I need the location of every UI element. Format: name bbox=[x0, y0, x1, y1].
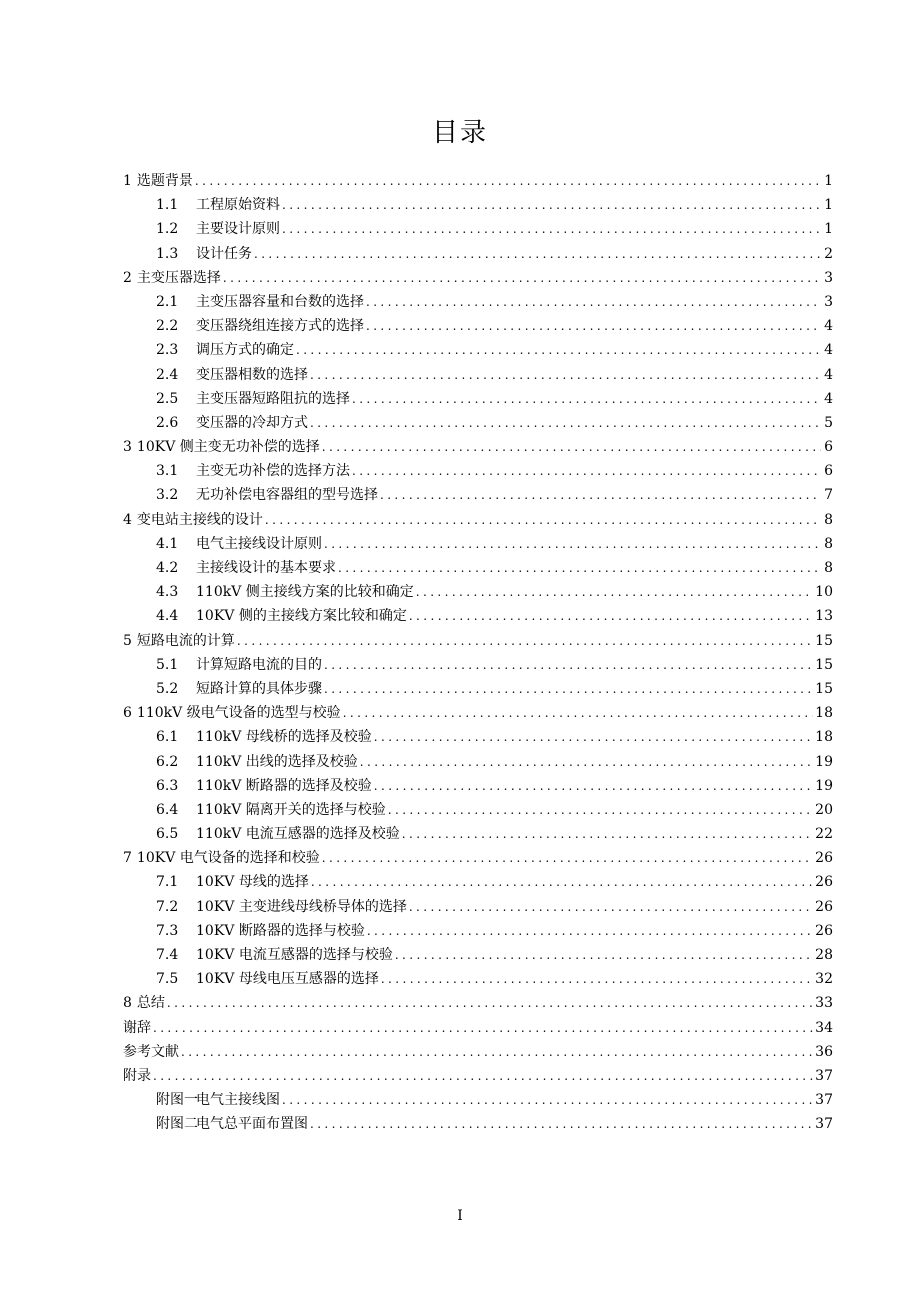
toc-leader-dots bbox=[338, 561, 821, 575]
toc-entry-label bbox=[156, 315, 364, 335]
toc-entry-page: 1 bbox=[824, 197, 833, 214]
toc-entry-label bbox=[156, 944, 393, 964]
toc-entry-label bbox=[156, 920, 365, 940]
table-of-contents bbox=[123, 170, 833, 1138]
toc-leader-dots bbox=[388, 803, 813, 817]
toc-entry[interactable] bbox=[123, 388, 833, 412]
toc-entry[interactable] bbox=[123, 436, 833, 460]
toc-leader-dots bbox=[310, 1117, 813, 1131]
toc-leader-dots bbox=[381, 972, 813, 986]
toc-entry-label bbox=[156, 218, 280, 238]
toc-entry-text: 无功补偿电容器组的型号选择 bbox=[196, 487, 378, 504]
toc-leader-dots bbox=[322, 851, 813, 865]
toc-entry-label bbox=[156, 412, 308, 432]
toc-entry-text: 10KV 主变进线母线桥导体的选择 bbox=[196, 898, 407, 915]
toc-entry-text: 10KV 侧的主接线方案比较和确定 bbox=[196, 608, 407, 625]
toc-entry-label bbox=[156, 557, 336, 577]
toc-leader-dots bbox=[223, 271, 821, 285]
toc-entry-label bbox=[156, 194, 280, 214]
toc-entry-number: 2 bbox=[123, 269, 132, 286]
toc-leader-dots bbox=[195, 174, 821, 188]
toc-entry-label bbox=[156, 678, 322, 698]
toc-entry-page: 26 bbox=[815, 898, 833, 915]
toc-entry-text: 10KV 断路器的选择与校验 bbox=[196, 922, 365, 939]
toc-entry-text: 10KV 电流互感器的选择与校验 bbox=[196, 947, 393, 963]
toc-leader-dots bbox=[367, 924, 813, 938]
toc-entry[interactable] bbox=[123, 533, 833, 557]
toc-entry-page: 4 bbox=[824, 318, 833, 335]
toc-entry-page: 34 bbox=[815, 1019, 833, 1036]
toc-entry-label bbox=[156, 726, 372, 746]
toc-leader-dots bbox=[366, 319, 821, 333]
toc-entry[interactable] bbox=[123, 920, 833, 944]
toc-entry[interactable] bbox=[123, 799, 833, 823]
toc-leader-dots bbox=[352, 392, 821, 406]
toc-entry-page: 18 bbox=[815, 705, 833, 722]
toc-entry[interactable] bbox=[123, 170, 833, 194]
toc-entry-label bbox=[156, 339, 294, 359]
toc-entry-number: 3 bbox=[123, 439, 132, 456]
toc-entry[interactable] bbox=[123, 944, 833, 968]
toc-entry-label bbox=[156, 291, 364, 311]
toc-leader-dots bbox=[324, 682, 813, 696]
toc-entry-label bbox=[123, 170, 193, 190]
toc-leader-dots bbox=[310, 416, 821, 430]
toc-entry-label bbox=[123, 436, 320, 456]
toc-leader-dots bbox=[265, 513, 821, 527]
toc-entry-page: 4 bbox=[824, 366, 833, 383]
toc-entry[interactable] bbox=[123, 726, 833, 750]
toc-entry-label bbox=[156, 364, 308, 384]
toc-entry-label bbox=[156, 871, 309, 891]
toc-entry-label bbox=[156, 775, 372, 795]
toc-entry-text: 110kV 断路器的选择及校验 bbox=[196, 777, 372, 794]
toc-entry-text: 110kV 母线桥的选择及校验 bbox=[196, 729, 372, 746]
toc-entry-number: 8 bbox=[123, 995, 132, 1012]
toc-entry-text: 工程原始资料 bbox=[196, 197, 280, 214]
toc-entry-text: 选题背景 bbox=[136, 173, 193, 189]
toc-entry-text: 主变压器选择 bbox=[136, 269, 221, 286]
toc-leader-dots bbox=[395, 948, 813, 962]
toc-entry-label bbox=[156, 896, 407, 916]
toc-entry[interactable] bbox=[123, 896, 833, 920]
toc-entry-text: 主变无功补偿的选择方法 bbox=[196, 463, 350, 480]
toc-leader-dots bbox=[282, 1093, 813, 1107]
toc-entry-text: 主接线设计的基本要求 bbox=[196, 560, 336, 576]
toc-entry-number: 4.2 bbox=[156, 560, 179, 576]
toc-leader-dots bbox=[380, 488, 821, 502]
toc-entry-text: 变压器相数的选择 bbox=[196, 366, 308, 383]
toc-entry-number: 附图二 bbox=[156, 1116, 198, 1133]
toc-entry-page: 26 bbox=[815, 922, 833, 939]
toc-leader-dots bbox=[296, 343, 821, 357]
toc-entry-page: 28 bbox=[815, 947, 833, 963]
toc-leader-dots bbox=[352, 464, 821, 478]
toc-entry-label bbox=[123, 1041, 179, 1061]
toc-entry[interactable] bbox=[123, 654, 833, 678]
toc-entry-text: 参考文献 bbox=[123, 1043, 179, 1060]
toc-entry-label bbox=[156, 823, 400, 843]
toc-entry-text: 10KV 母线电压互感器的选择 bbox=[196, 971, 379, 988]
toc-entry-label bbox=[156, 460, 350, 480]
toc-leader-dots bbox=[153, 1021, 813, 1035]
toc-entry-page: 36 bbox=[815, 1043, 833, 1060]
toc-entry[interactable] bbox=[123, 412, 833, 436]
toc-leader-dots bbox=[322, 440, 821, 454]
toc-entry-page: 6 bbox=[824, 463, 833, 480]
toc-entry-page: 19 bbox=[815, 777, 833, 794]
toc-entry-text: 主变压器容量和台数的选择 bbox=[196, 293, 364, 310]
toc-entry-number: 5 bbox=[123, 632, 132, 649]
toc-entry-label bbox=[123, 267, 221, 287]
toc-entry-text: 变压器的冷却方式 bbox=[196, 414, 308, 431]
toc-entry-page: 6 bbox=[824, 439, 833, 456]
toc-entry-page: 37 bbox=[815, 1092, 833, 1109]
toc-entry-label bbox=[156, 243, 252, 263]
toc-entry-label bbox=[156, 605, 407, 625]
toc-entry-text: 变电站主接线的设计 bbox=[136, 511, 263, 528]
toc-entry-page: 7 bbox=[824, 487, 833, 504]
toc-entry[interactable] bbox=[123, 460, 833, 484]
toc-entry[interactable] bbox=[123, 847, 833, 871]
toc-entry-text: 变压器绕组连接方式的选择 bbox=[196, 318, 364, 335]
toc-entry-number: 附图一 bbox=[156, 1092, 198, 1109]
toc-entry-label bbox=[123, 702, 341, 722]
toc-entry[interactable] bbox=[123, 315, 833, 339]
toc-entry-number: 7.4 bbox=[156, 947, 179, 963]
toc-entry[interactable] bbox=[123, 1113, 833, 1137]
page-title: 目录 bbox=[431, 118, 488, 148]
toc-entry-number: 2.5 bbox=[156, 390, 179, 407]
toc-leader-dots bbox=[310, 368, 821, 382]
toc-entry-number: 7.1 bbox=[156, 874, 179, 891]
toc-entry[interactable] bbox=[123, 992, 833, 1016]
toc-entry-text: 电气总平面布置图 bbox=[196, 1116, 308, 1133]
toc-entry-number: 4 bbox=[123, 511, 132, 528]
toc-entry-page: 26 bbox=[815, 850, 833, 867]
toc-leader-dots bbox=[324, 537, 821, 551]
toc-entry-page: 1 bbox=[824, 221, 833, 238]
toc-entry-text: 10KV 母线的选择 bbox=[196, 874, 309, 891]
toc-entry-number: 1.3 bbox=[156, 245, 179, 262]
toc-leader-dots bbox=[360, 755, 813, 769]
toc-entry-number: 7.2 bbox=[156, 898, 179, 915]
toc-entry-text: 10KV 侧主变无功补偿的选择 bbox=[136, 439, 320, 456]
toc-leader-dots bbox=[282, 222, 821, 236]
toc-entry[interactable] bbox=[123, 484, 833, 508]
toc-entry-number: 6.2 bbox=[156, 753, 179, 770]
toc-entry-page: 5 bbox=[824, 414, 833, 431]
toc-entry-page: 33 bbox=[815, 995, 833, 1012]
toc-entry-label bbox=[123, 509, 263, 529]
toc-entry-text: 设计任务 bbox=[196, 245, 252, 262]
toc-entry-number: 3.2 bbox=[156, 487, 179, 504]
toc-leader-dots bbox=[374, 730, 813, 744]
toc-entry[interactable] bbox=[123, 702, 833, 726]
toc-entry[interactable] bbox=[123, 968, 833, 992]
toc-entry[interactable] bbox=[123, 509, 833, 533]
toc-entry-page: 18 bbox=[815, 729, 833, 746]
toc-entry-label bbox=[156, 654, 322, 674]
toc-entry[interactable] bbox=[123, 751, 833, 775]
toc-leader-dots bbox=[409, 900, 813, 914]
toc-leader-dots bbox=[181, 1045, 813, 1059]
toc-entry-number: 2.4 bbox=[156, 366, 179, 383]
toc-entry[interactable] bbox=[123, 581, 833, 605]
toc-entry-page: 15 bbox=[815, 656, 833, 673]
toc-entry-page: 3 bbox=[824, 269, 833, 286]
toc-entry-page: 15 bbox=[815, 680, 833, 697]
toc-entry-number: 2.3 bbox=[156, 342, 179, 359]
toc-leader-dots bbox=[324, 658, 813, 672]
toc-entry-label bbox=[156, 751, 358, 771]
toc-entry-number: 7.5 bbox=[156, 971, 179, 988]
toc-leader-dots bbox=[366, 295, 821, 309]
toc-entry[interactable] bbox=[123, 1065, 833, 1089]
toc-leader-dots bbox=[402, 827, 813, 841]
toc-entry[interactable] bbox=[123, 630, 833, 654]
toc-leader-dots bbox=[374, 779, 813, 793]
toc-entry-page: 2 bbox=[824, 245, 833, 262]
toc-entry[interactable] bbox=[123, 1089, 833, 1113]
toc-entry-text: 电气主接线图 bbox=[196, 1092, 280, 1109]
toc-entry-page: 20 bbox=[815, 801, 833, 818]
toc-entry-label bbox=[123, 992, 165, 1012]
toc-entry-text: 110kV 出线的选择及校验 bbox=[196, 753, 358, 770]
toc-entry[interactable] bbox=[123, 871, 833, 895]
toc-entry-number: 7 bbox=[123, 850, 132, 867]
toc-entry-number: 4.3 bbox=[156, 584, 179, 601]
toc-entry-number: 1 bbox=[123, 173, 132, 189]
toc-entry-number: 6.4 bbox=[156, 801, 179, 818]
toc-leader-dots bbox=[254, 247, 821, 261]
toc-entry[interactable] bbox=[123, 364, 833, 388]
toc-entry-number: 4.4 bbox=[156, 608, 179, 625]
toc-entry[interactable] bbox=[123, 267, 833, 291]
toc-entry-text: 短路电流的计算 bbox=[136, 632, 235, 649]
toc-entry-text: 110kV 级电气设备的选型与校验 bbox=[136, 705, 341, 722]
toc-entry[interactable] bbox=[123, 823, 833, 847]
toc-entry-label bbox=[156, 968, 379, 988]
toc-entry-number: 5.1 bbox=[156, 656, 179, 673]
toc-entry-label bbox=[156, 484, 378, 504]
toc-entry-label bbox=[156, 388, 350, 408]
toc-entry-page: 13 bbox=[815, 608, 833, 625]
toc-leader-dots bbox=[311, 875, 813, 889]
page-number: I bbox=[457, 1208, 463, 1224]
toc-entry-label bbox=[123, 1065, 151, 1085]
toc-entry[interactable] bbox=[123, 557, 833, 581]
toc-entry[interactable] bbox=[123, 775, 833, 799]
toc-entry-text: 总结 bbox=[136, 995, 165, 1012]
toc-entry-page: 32 bbox=[815, 971, 833, 988]
toc-entry-number: 5.2 bbox=[156, 680, 179, 697]
toc-entry-number: 7.3 bbox=[156, 922, 179, 939]
toc-entry-label bbox=[156, 581, 414, 601]
toc-entry-text: 附录 bbox=[123, 1067, 151, 1084]
toc-entry-label bbox=[156, 799, 386, 819]
toc-entry-number: 6 bbox=[123, 705, 132, 722]
toc-entry-page: 26 bbox=[815, 874, 833, 891]
toc-entry-text: 电气主接线设计原则 bbox=[196, 535, 322, 552]
toc-entry-number: 3.1 bbox=[156, 463, 179, 480]
toc-entry-number: 1.2 bbox=[156, 221, 179, 238]
toc-entry-number: 2.2 bbox=[156, 318, 179, 335]
toc-leader-dots bbox=[153, 1069, 813, 1083]
toc-entry-page: 1 bbox=[824, 173, 833, 189]
toc-entry[interactable] bbox=[123, 339, 833, 363]
toc-entry-page: 22 bbox=[815, 826, 833, 843]
toc-entry-number: 6.1 bbox=[156, 729, 179, 746]
toc-entry-page: 8 bbox=[824, 560, 833, 576]
toc-entry-page: 10 bbox=[815, 584, 833, 601]
toc-entry-number: 2.6 bbox=[156, 414, 179, 431]
toc-entry[interactable] bbox=[123, 194, 833, 218]
toc-entry[interactable] bbox=[123, 678, 833, 702]
toc-entry-label bbox=[123, 630, 235, 650]
toc-entry-text: 计算短路电流的目的 bbox=[196, 656, 322, 673]
toc-entry-text: 110kV 电流互感器的选择及校验 bbox=[196, 826, 400, 843]
toc-entry-label bbox=[156, 1089, 280, 1109]
toc-entry-number: 1.1 bbox=[156, 197, 179, 214]
toc-entry[interactable] bbox=[123, 218, 833, 242]
toc-entry-text: 主要设计原则 bbox=[196, 221, 280, 238]
toc-leader-dots bbox=[167, 996, 813, 1010]
toc-entry-text: 主变压器短路阻抗的选择 bbox=[196, 390, 350, 407]
toc-entry[interactable] bbox=[123, 291, 833, 315]
toc-leader-dots bbox=[343, 706, 813, 720]
toc-entry-label bbox=[123, 1017, 151, 1037]
toc-entry-text: 10KV 电气设备的选择和校验 bbox=[136, 850, 320, 867]
toc-entry-number: 4.1 bbox=[156, 535, 179, 552]
toc-entry[interactable] bbox=[123, 1041, 833, 1065]
toc-leader-dots bbox=[237, 634, 813, 648]
toc-entry[interactable] bbox=[123, 605, 833, 629]
toc-entry-page: 15 bbox=[815, 632, 833, 649]
toc-entry-page: 3 bbox=[824, 293, 833, 310]
toc-entry-page: 4 bbox=[824, 342, 833, 359]
toc-leader-dots bbox=[282, 198, 821, 212]
toc-entry-text: 110kV 侧主接线方案的比较和确定 bbox=[196, 584, 414, 601]
toc-entry[interactable] bbox=[123, 243, 833, 267]
toc-entry-page: 19 bbox=[815, 753, 833, 770]
toc-entry-text: 短路计算的具体步骤 bbox=[196, 680, 322, 697]
toc-leader-dots bbox=[416, 585, 813, 599]
toc-entry-label bbox=[156, 1113, 308, 1133]
toc-entry-text: 谢辞 bbox=[123, 1019, 151, 1036]
toc-entry-page: 8 bbox=[824, 535, 833, 552]
toc-entry-page: 8 bbox=[824, 511, 833, 528]
toc-entry-label bbox=[123, 847, 320, 867]
toc-entry-page: 37 bbox=[815, 1067, 833, 1084]
toc-entry-number: 2.1 bbox=[156, 293, 179, 310]
toc-entry-page: 4 bbox=[824, 390, 833, 407]
toc-entry[interactable] bbox=[123, 1017, 833, 1041]
toc-leader-dots bbox=[409, 609, 813, 623]
toc-entry-number: 6.3 bbox=[156, 777, 179, 794]
toc-entry-text: 110kV 隔离开关的选择与校验 bbox=[196, 801, 386, 818]
toc-entry-number: 6.5 bbox=[156, 826, 179, 843]
toc-entry-page: 37 bbox=[815, 1116, 833, 1133]
toc-entry-label bbox=[156, 533, 322, 553]
toc-entry-text: 调压方式的确定 bbox=[196, 342, 294, 359]
